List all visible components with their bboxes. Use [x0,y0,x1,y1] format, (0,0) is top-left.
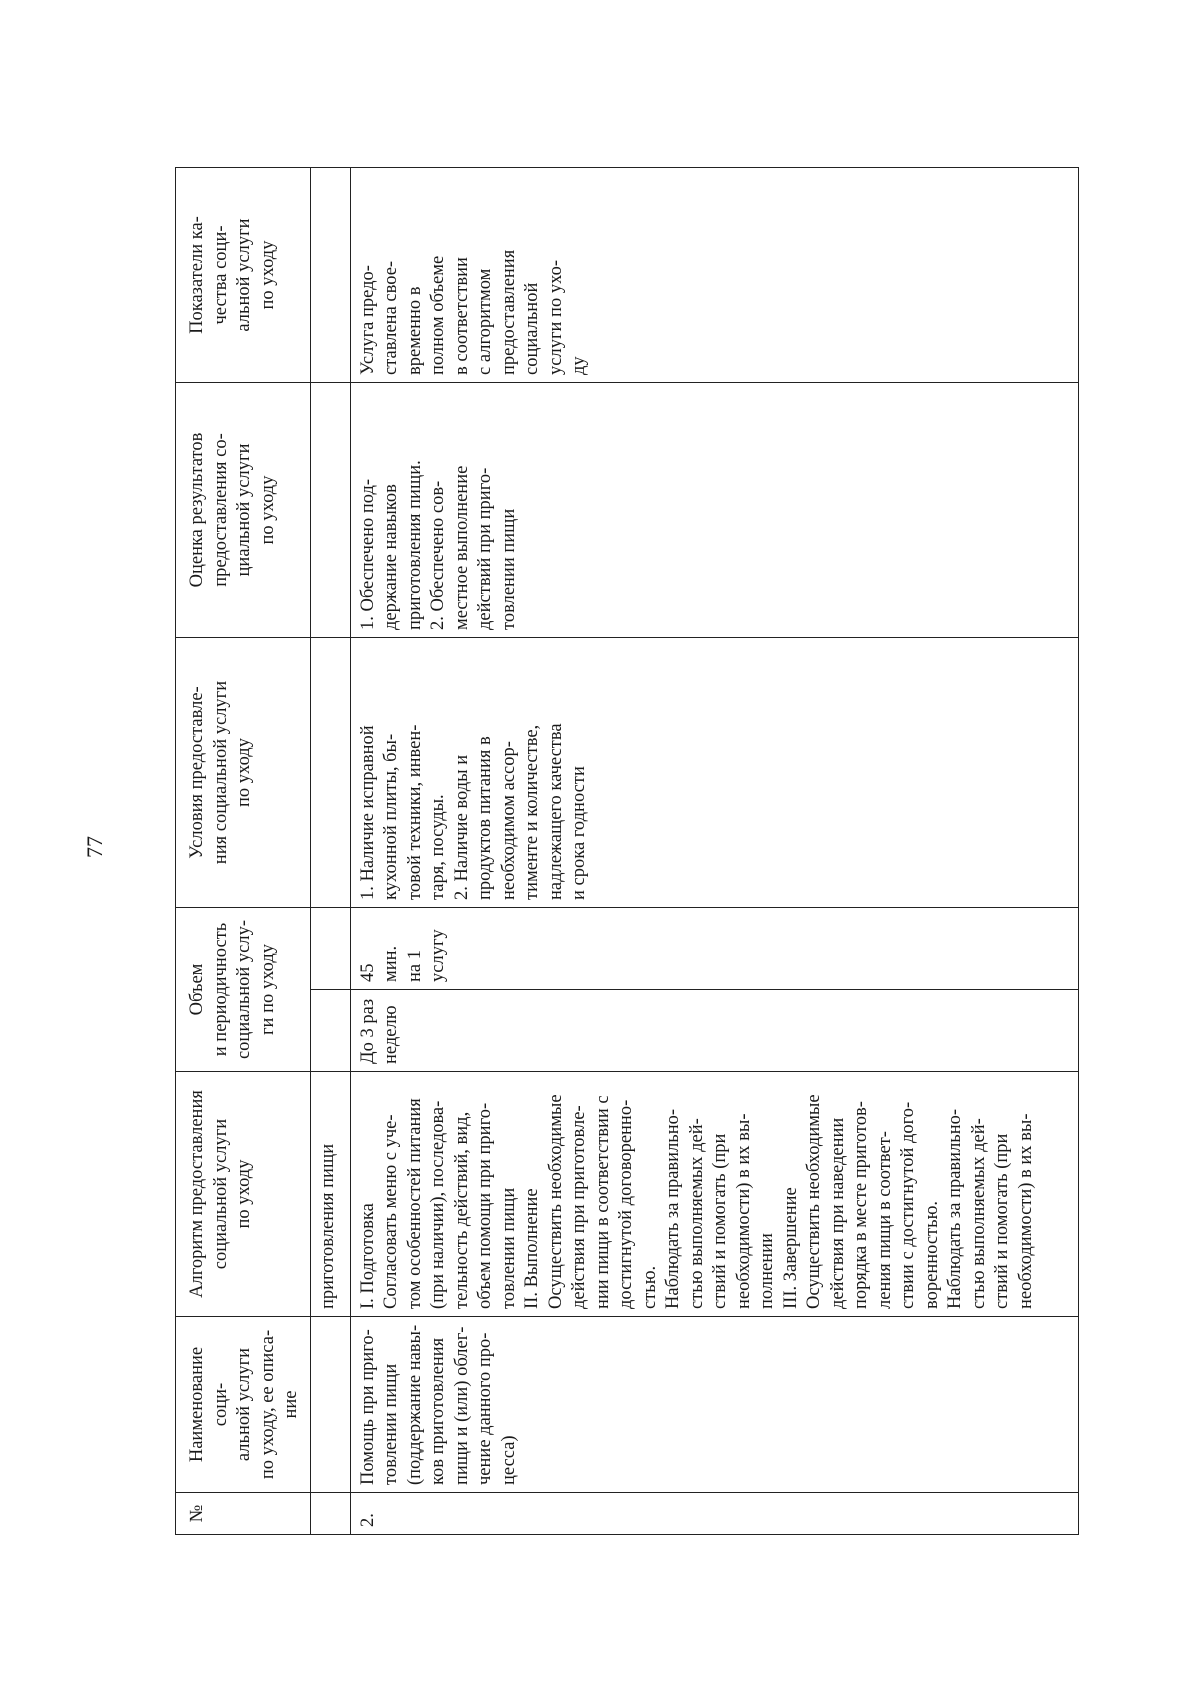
header-evaluation: Оценка результатов предоставления со- циальной услуги по уходу [176,383,311,638]
continuation-row [310,168,350,1535]
continuation-empty-name [310,1317,350,1493]
header-row [176,168,311,1535]
service-table [175,167,1079,1535]
row-duration: 45 мин. на 1 услугу [350,908,1079,990]
row-quality: Услуга предо- ставлена свое- временно в полном объеме в соответствии с алгоритмом предоставления социальной услуги по ухо- ду [350,168,1079,383]
header-algorithm: Алгоритм предоставления социальной услуги по уходу [176,1072,311,1317]
row-evaluation: 1. Обеспечено под- держание навыков приготовления пищи. 2. Обеспечено сов- местное выполнение действий при приго- товлении пищи [350,383,1079,638]
continuation-empty-quality [310,168,350,383]
header-name: Наименование соци- альной услуги по уходу, ее описа- ние [176,1317,311,1493]
continuation-empty-evaluation [310,383,350,638]
row-conditions: 1. Наличие исправной кухонной плиты, бы- товой техники, инвен- таря, посуды. 2. Наличие воды и продуктов питания в необходимом ассор- тименте и количестве, надлежащего качества и срока годности [350,638,1079,908]
service-table-wrapper [175,168,1079,1535]
header-conditions: Условия предоставле- ния социальной услуги по уходу [176,638,311,908]
continuation-empty-duration [310,908,350,990]
row-no: 2. [350,1493,1079,1535]
continuation-empty-no [310,1493,350,1535]
row-frequency: До 3 раз неделю [350,990,1079,1072]
continuation-text: приготовления пищи [310,1072,350,1317]
row-name: Помощь при приго- товлении пищи (поддержание навы- ков приготовления пищи и (или) облег- чение данного про- цесса) [350,1317,1079,1493]
page-number: 77 [82,836,107,858]
header-no: № [176,1493,311,1535]
continuation-empty-conditions [310,638,350,908]
continuation-empty-frequency [310,990,350,1072]
header-quality: Показатели ка- чества соци- альной услуги по уходу [176,168,311,383]
row-algorithm: I. Подготовка Согласовать меню с уче- том особенностей питания (при наличии), последова- тельность действий, вид, объем помощи при приго- товлении пищи II. Выполнение Осуществить необходимые действия при приготовле- нии пищи в соответствии с достигнутой договоренно- стью. Наблюдать за правильно- стью выполняемых дей- ствий и помогать (при необходимости) в их вы- полнении III. Завершение Осуществить необходимые действия при наведении порядка в месте приготов- ления пищи в соответ- ствии с достигнутой дого- воренностью. Наблюдать за правильно- стью выполняемых дей- ствий и помогать (при необходимости) в их вы- [350,1072,1079,1317]
header-volume: Объем и периодичность социальной услу- ги по уходу [176,908,311,1072]
service-table-rotated [175,168,1079,1535]
service-row [350,168,1079,1535]
